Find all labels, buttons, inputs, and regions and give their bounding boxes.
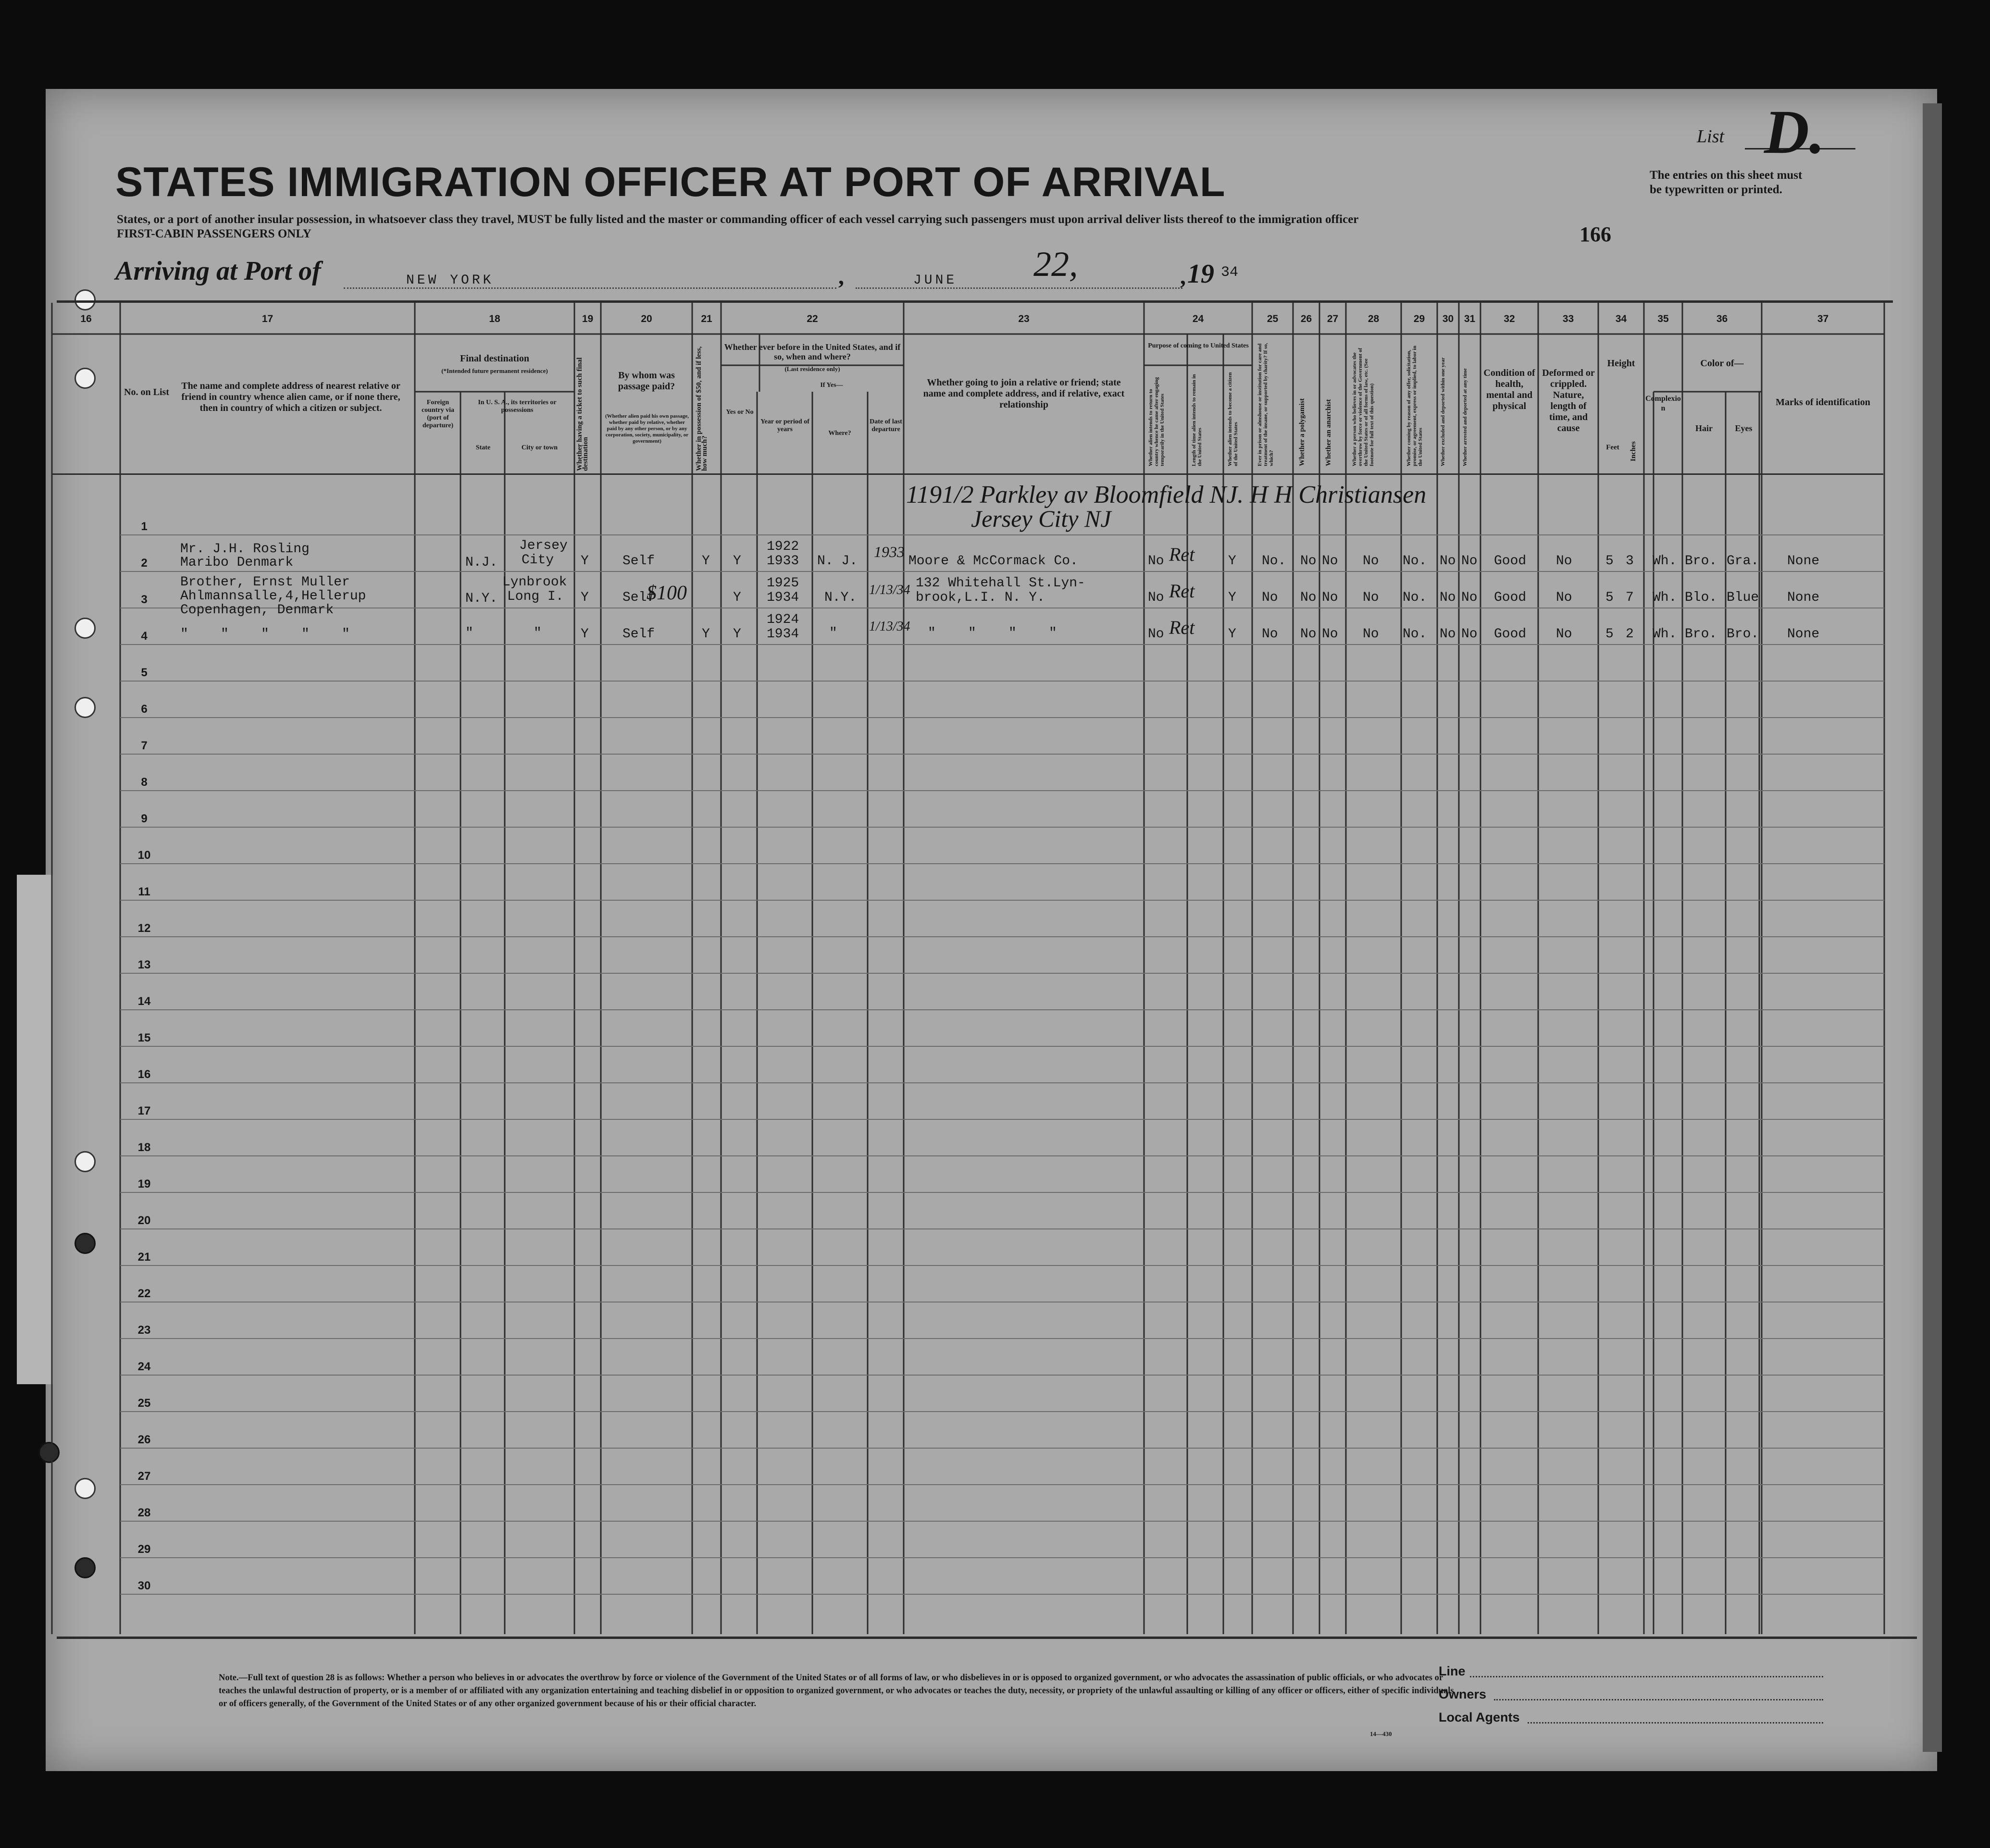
row-number: 4 (141, 630, 148, 643)
col-number: 30 (1442, 313, 1454, 324)
destination-state: N.Y. (465, 591, 498, 606)
row-number: 2 (141, 557, 148, 570)
row-number: 25 (137, 1397, 151, 1410)
years: 1924 (767, 612, 799, 627)
arrival-year-suffix: 34 (1221, 264, 1239, 281)
arrival-month: JUNE (913, 273, 958, 288)
relative-name: Mr. J.H. Rosling (180, 542, 310, 557)
row-number: 17 (137, 1104, 151, 1117)
where: N. J. (817, 554, 858, 569)
q28: No (1363, 554, 1379, 569)
list-label: List (1697, 126, 1725, 147)
handwritten-address: 1191/2 Parkley av Bloomfield NJ. H H Christiansen (906, 481, 1427, 509)
col-number: 29 (1413, 313, 1425, 324)
destination-city: Lynbrook (502, 575, 567, 590)
height-inches: 3 (1626, 554, 1634, 569)
col-number: 24 (1192, 313, 1204, 324)
row-number: 29 (137, 1543, 151, 1556)
list-letter: D. (1764, 98, 1825, 167)
col-header-nearest-relative: The name and complete address of nearest relative or friend in country whence alien came, or if none there, then in country of which a citizen or subject. (181, 381, 400, 413)
where: N.Y. (824, 590, 857, 605)
port-of-arrival: NEW YORK (406, 273, 494, 288)
col-header-marks: Marks of identification (1776, 397, 1870, 408)
col-number: 35 (1657, 313, 1669, 324)
col-number: 22 (807, 313, 818, 324)
passenger-class-note: FIRST-CABIN PASSENGERS ONLY (117, 227, 311, 240)
line-field (1470, 1676, 1823, 1677)
col-number: 36 (1716, 313, 1728, 324)
col-header-final-destination: Final destination (460, 353, 529, 364)
arrival-year-prefix: 19 (1187, 259, 1214, 289)
col-header-health: Condition of health, mental and physical (1483, 368, 1535, 411)
col-header-city: City or town (521, 444, 558, 451)
row-number: 16 (137, 1068, 151, 1081)
col-header-citizen-intent: Whether alien intends to become a citizen of the United States (1227, 372, 1239, 466)
col-header-polygamist: Whether a polygamist (1298, 398, 1306, 466)
local-agents-field (1528, 1722, 1823, 1724)
years: 1922 (767, 539, 799, 554)
row-number: 30 (137, 1579, 151, 1592)
col-number: 34 (1615, 313, 1627, 324)
paid-by: Self (622, 627, 655, 642)
anarchist: No (1322, 590, 1338, 605)
local-agents-label: Local Agents (1439, 1710, 1520, 1724)
row-number: 15 (137, 1031, 151, 1044)
hair-color: Bro. (1685, 554, 1717, 569)
col-header-return-intent: Whether alien intends to return to country whence he came after engaging temporarily in the United States (1148, 377, 1165, 466)
hair-color: Blo. (1685, 590, 1717, 605)
owners-label: Owners (1439, 1687, 1487, 1701)
years: 1925 (767, 576, 799, 591)
money: Y (702, 627, 710, 642)
col-header-deformed: Deformed or crippled. Nature, length of time, and cause (1542, 368, 1595, 434)
ticket: Y (581, 554, 589, 569)
row-number: 7 (141, 739, 148, 752)
col-number: 17 (261, 313, 274, 324)
q31: No (1461, 627, 1478, 642)
marks: None (1787, 627, 1820, 642)
height-inches: 2 (1626, 627, 1634, 642)
joining: 132 Whitehall St.Lyn- (916, 576, 1085, 591)
joining: Moore & McCormack Co. (908, 554, 1078, 569)
col-header-ever-before-sub: (Last residence only) (784, 365, 840, 372)
relative-address: Ahlmannsalle,4,Hellerup (180, 589, 366, 604)
deformed: No (1556, 590, 1572, 605)
col-header-anarchist: Whether an anarchist (1325, 399, 1332, 466)
destination-state: N.J. (465, 555, 498, 570)
length-stay: Ret (1169, 617, 1195, 638)
where: " (829, 626, 837, 641)
arrival-day: 22, (1033, 245, 1078, 284)
destination-city: " (534, 626, 542, 641)
col-header-passage-paid-sub: (Whether alien paid his own passage, whether paid by relative, whether paid by any other person, or by any corporation, society, municipality, or government) (605, 413, 689, 444)
eye-color: Blue (1727, 590, 1759, 605)
row-number: 27 (137, 1470, 151, 1483)
row-number: 5 (141, 666, 148, 679)
length-stay: Ret (1169, 544, 1195, 565)
last-departure: 1/13/34 (869, 619, 910, 634)
destination-city: City (522, 553, 554, 568)
form-code: 14—430 (1370, 1730, 1392, 1737)
ever-before: Y (733, 627, 741, 642)
destination-city: Jersey (519, 538, 568, 553)
height-feet: 5 (1605, 590, 1614, 605)
hair-color: Bro. (1685, 627, 1717, 642)
paid-by: Self (622, 590, 655, 605)
row-number: 21 (137, 1251, 151, 1264)
col-number: 19 (582, 313, 594, 324)
row-number: 12 (137, 922, 151, 935)
citizen-intent: Y (1228, 554, 1236, 569)
q30: No (1440, 627, 1456, 642)
col-header-q29: Whether coming by reason of any offer, solicitation, promise, or agreement, express or implied, to labor in the United States (1406, 346, 1423, 466)
row-number: 22 (137, 1287, 151, 1300)
last-departure: 1/13/34 (869, 583, 910, 597)
col-header-purpose: Purpose of coming to United States (1148, 342, 1249, 349)
col-number: 27 (1327, 313, 1339, 324)
col-header-last-departure: Date of last departure (870, 418, 902, 433)
col-header-if-yes: If Yes— (820, 382, 843, 389)
col-header-final-destination-sub: (*Intended future permanent residence) (441, 367, 548, 374)
q28: No (1363, 590, 1379, 605)
q30: No (1440, 590, 1456, 605)
ever-before: Y (733, 590, 741, 605)
comma: , (1180, 264, 1186, 289)
relative-name: Brother, Ernst Muller (180, 575, 350, 590)
prison: No (1262, 590, 1278, 605)
relative-address: Copenhagen, Denmark (180, 603, 334, 618)
q29: No. (1403, 590, 1427, 605)
height-inches: 7 (1626, 590, 1634, 605)
row-number: 9 (141, 812, 148, 825)
col-number: 20 (641, 313, 652, 324)
col-number: 33 (1562, 313, 1574, 324)
joining: brook,L.I. N. Y. (916, 590, 1045, 605)
complexion: Wh. (1653, 627, 1677, 642)
q28: No (1363, 627, 1379, 642)
arriving-label: Arriving at Port of (115, 256, 321, 286)
q31: No (1461, 590, 1478, 605)
anarchist: No (1322, 554, 1338, 569)
height-feet: 5 (1605, 627, 1614, 642)
col-number: 25 (1267, 313, 1279, 324)
comma: , (838, 264, 844, 289)
marks: None (1787, 590, 1820, 605)
col-header-color: Color of— (1700, 358, 1744, 369)
owners-field (1494, 1699, 1823, 1700)
col-header-height: Height (1607, 358, 1635, 369)
destination-state: " (465, 626, 473, 641)
col-header-prison: Ever in prison or almshouse or institution for care and treatment of the insane, or supported by charity? If so, which? (1257, 343, 1274, 466)
col-header-joining: Whether going to join a relative or friend; state name and complete address, and if relative, exact relationship (923, 377, 1125, 410)
col-header-passage-paid: By whom was passage paid? (618, 370, 675, 392)
row-number: 23 (137, 1324, 151, 1337)
prison: No. (1262, 554, 1286, 569)
col-number: 26 (1300, 313, 1312, 324)
complexion: Wh. (1653, 554, 1677, 569)
col-header-length-stay: Length of time alien intends to remain in the United States (1191, 374, 1203, 466)
col-number: 37 (1817, 313, 1829, 324)
col-header-complexion: Complexion (1645, 395, 1681, 412)
col-number: 16 (80, 313, 92, 324)
col-header-ever-before: Whether ever before in the United States, and if so, when and where? (724, 342, 901, 361)
entries-note-line: be typewritten or printed. (1650, 183, 1782, 196)
col-header-no-on-list: No. on List (124, 387, 169, 397)
form-instructions: States, or a port of another insular possession, in whatsoever class they travel, MUST be fully listed and the master or commanding officer of each vessel carrying such passengers must upon arrival deliver lists thereof to the immigration officer (117, 213, 1359, 226)
row-number: 24 (137, 1360, 151, 1373)
row-number: 10 (137, 849, 151, 862)
row-number: 1 (141, 520, 148, 533)
col-header-feet: Feet (1606, 444, 1619, 451)
polygamist: No (1300, 554, 1317, 569)
prison: No (1262, 627, 1278, 642)
row-number: 26 (137, 1433, 151, 1446)
joining: " " " " (928, 626, 1057, 641)
col-number: 23 (1018, 313, 1030, 324)
col-header-yes-no: Yes or No (726, 409, 754, 416)
col-header-eyes: Eyes (1735, 423, 1753, 433)
polygamist: No (1300, 627, 1317, 642)
col-number: 32 (1504, 313, 1515, 324)
col-header-q28: Whether a person who believes in or advocates the overthrow by force or violence of the Government of the United States or of all forms of law, etc. (See footnote for full text of this question) (1352, 347, 1375, 466)
col-number: 31 (1464, 313, 1476, 324)
row-number: 11 (138, 885, 150, 898)
polygamist: No (1300, 590, 1317, 605)
return-intent: No (1148, 590, 1164, 605)
ever-before: Y (733, 554, 741, 569)
col-header-years: Year or period of years (760, 418, 809, 433)
question-28-footnote: Note.—Full text of question 28 is as follows: Whether a person who believes in or advocates the overthrow by force or violence of the Government of the United States or of all forms of law, or who disbelieves in or is opposed to organized government, or who advocates the assassination of public officials, or who advocates or teaches the unlawful destruction of property, or is a member of or affiliated with any organization entertaining and teaching disbelief in or opposition to organized government, or who advocates or teaches the duty, necessity, or propriety of the unlawful assaulting or killing of any officer or officers, either of specific individuals or of officers generally, of the Government of the United States or of any other organized government because of his or their official character. (219, 1673, 1454, 1709)
handwritten-city: Jersey City NJ (971, 505, 1111, 532)
col-header-inches: Inches (1629, 441, 1637, 461)
col-number: 21 (701, 313, 712, 324)
citizen-intent: Y (1228, 627, 1236, 642)
row-number: 6 (141, 703, 148, 716)
q31: No (1461, 554, 1478, 569)
row-number: 28 (137, 1506, 151, 1519)
relative-name: " " " " " (180, 627, 350, 642)
paid-by: Self (622, 554, 655, 569)
row-number: 18 (137, 1141, 151, 1154)
health: Good (1494, 590, 1527, 605)
col-header-hair: Hair (1695, 423, 1713, 433)
health: Good (1494, 554, 1527, 569)
col-header-q31: Whether arrested and deported at any time (1462, 368, 1468, 466)
years: 1934 (767, 627, 799, 642)
col-header-where: Where? (828, 430, 851, 437)
q30: No (1440, 554, 1456, 569)
ticket: Y (581, 590, 589, 605)
q29: No. (1403, 627, 1427, 642)
row-number: 8 (141, 776, 148, 789)
citizen-intent: Y (1228, 590, 1236, 605)
col-number: 18 (489, 313, 500, 324)
row-number: 13 (137, 958, 151, 971)
col-header-money: Whether in possession of $50, and if less, how much? (695, 346, 709, 471)
row-number: 20 (137, 1214, 151, 1227)
col-number: 28 (1368, 313, 1380, 324)
return-intent: No (1148, 554, 1164, 569)
sheet-number: 166 (1580, 223, 1611, 246)
length-stay: Ret (1169, 580, 1195, 602)
height-feet: 5 (1605, 554, 1614, 569)
col-header-in-usa: In U. S. A., its territories or possessions (478, 399, 557, 414)
deformed: No (1556, 627, 1572, 642)
money: Y (702, 554, 710, 569)
row-number: 3 (141, 593, 148, 606)
eye-color: Bro. (1727, 627, 1759, 642)
ticket: Y (581, 627, 589, 642)
anarchist: No (1322, 627, 1338, 642)
years: 1934 (767, 590, 799, 605)
col-header-state: State (475, 444, 491, 451)
col-header-foreign-country: Foreign country via (port of departure) (421, 399, 455, 429)
entries-note-line: The entries on this sheet must (1650, 169, 1803, 182)
row-number: 19 (137, 1178, 151, 1191)
years: 1933 (767, 554, 799, 569)
col-header-q30: Whether excluded and deported within one year (1440, 357, 1446, 466)
row-number: 14 (137, 995, 151, 1008)
relative-address: Maribo Denmark (180, 555, 294, 570)
eye-color: Gra. (1727, 554, 1759, 569)
money: $100 (647, 582, 687, 604)
col-header-ticket: Whether having a ticket to such final destination (576, 357, 589, 471)
return-intent: No (1148, 627, 1164, 642)
destination-city: Long I. (507, 589, 564, 604)
health: Good (1494, 627, 1527, 642)
marks: None (1787, 554, 1820, 569)
deformed: No (1556, 554, 1572, 569)
form-title: STATES IMMIGRATION OFFICER AT PORT OF ARRIVAL (115, 159, 1226, 205)
last-departure: 1933 (874, 543, 905, 560)
complexion: Wh. (1653, 590, 1677, 605)
q29: No. (1403, 554, 1427, 569)
line-label: Line (1439, 1664, 1466, 1678)
